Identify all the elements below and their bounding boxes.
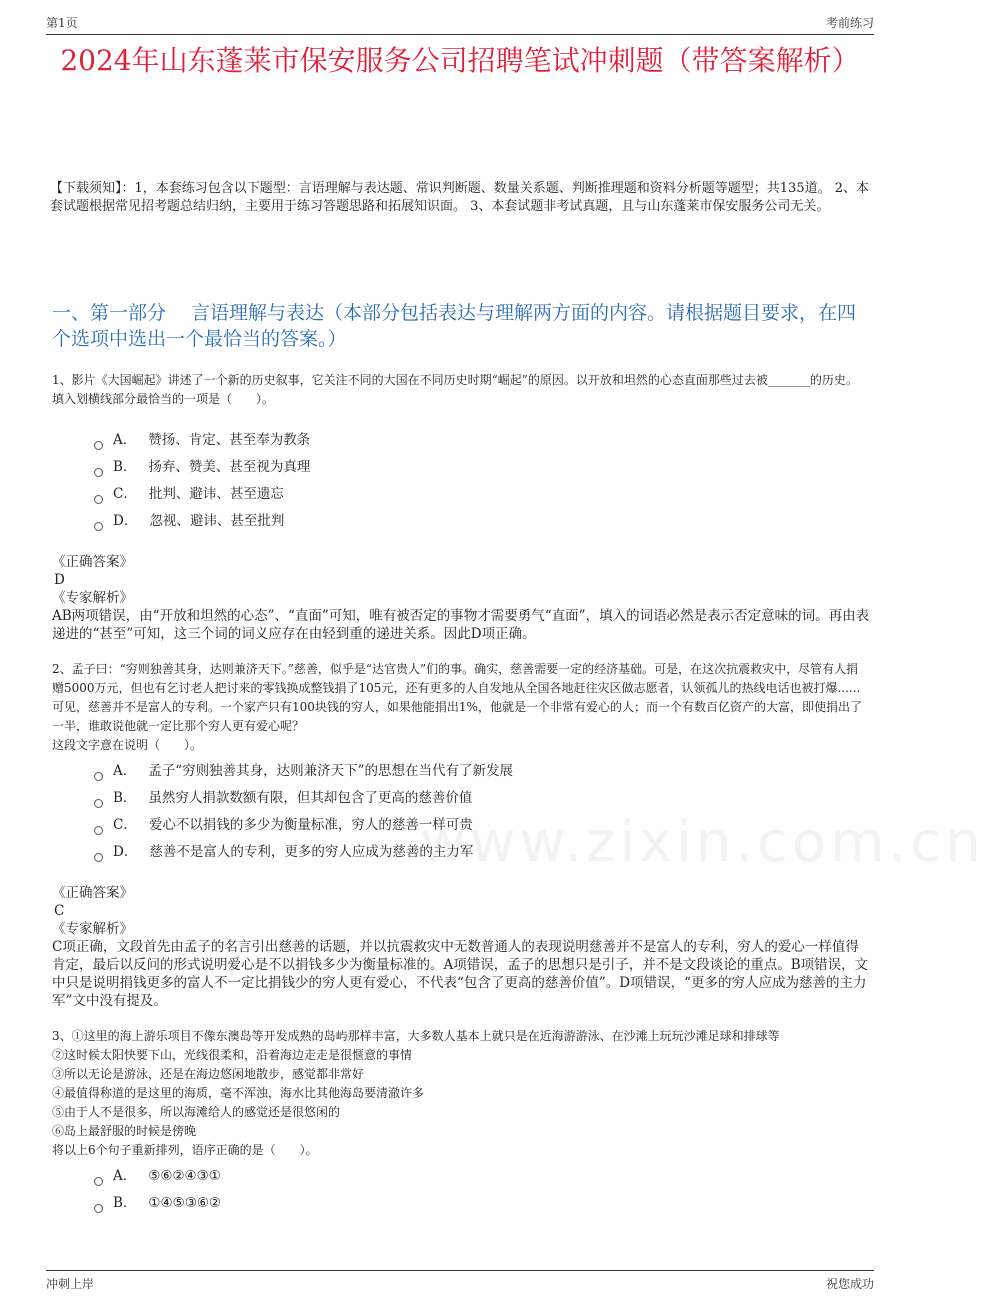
radio-icon[interactable] [94,1204,103,1213]
answer-block-2 [52,884,872,1010]
option-b[interactable]: B． 虽然穷人捐款数额有限，但其却包含了更高的慈善价值 [94,789,472,807]
radio-icon[interactable] [94,441,103,450]
option-a[interactable]: A． 赞扬、肯定、甚至奉为教条 [94,431,310,449]
radio-icon[interactable] [94,468,103,477]
answer-block-1 [52,553,872,643]
question-prompt: 这段文字意在说明（ ）。 [52,738,203,752]
page-footer [46,1270,874,1295]
download-notice: 【下载须知】：1，本套练习包含以下题型：言语理解与表达题、常识判断题、数量关系题、判断推理题和资料分析题等题型；共135道。 2、本套试题根据常见招考题总结归纳，主要用于练习答题思路和拓展知识面。 3、本套试题非考试真题，且与山东蓬莱市保安服务公司无关。 [50,181,869,214]
sentence-5: ⑤由于人不是很多，所以海滩给人的感觉还是很悠闲的 [52,1105,341,1119]
option-a[interactable]: A． 孟子“穷则独善其身，达则兼济天下”的思想在当代有了新发展 [94,762,513,780]
sentence-3: ③所以无论是游泳，还是在海边悠闲地散步，感觉都非常好 [52,1067,365,1081]
footer-right: 祝您成功 [825,1277,874,1291]
radio-icon[interactable] [94,1177,103,1186]
question-1 [52,371,868,409]
header-tag: 考前练习 [825,16,874,30]
answer-value: C [54,903,65,919]
analysis-text: AB两项错误，由“开放和坦然的心态”、“直面”可知，唯有被否定的事物才需要勇气“直面”，填入的词语必然是表示否定意味的词。再由表递进的“甚至”可知，这三个词的词义应存在由轻到重的递进关系。因此D项正确。 [52,608,870,642]
question-2 [52,660,868,755]
watermark: www.zixin.com.cn [420,810,985,875]
sentence-1: 3、①这里的海上游乐项目不像东澳岛等开发成熟的岛屿那样丰富，大多数人基本上就只是在近海游游泳、在沙滩上玩玩沙滩足球和排球等 [52,1029,780,1043]
option-c[interactable]: C． 批判、避讳、甚至遗忘 [94,485,284,503]
page-number: 第1页 [46,16,78,30]
question-prompt: 将以上6个句子重新排列，语序正确的是（ ）。 [52,1143,318,1157]
page-header [46,12,874,35]
option-b[interactable]: B． ①④⑤③⑥② [94,1194,221,1212]
analysis-label: 《专家解析》 [52,921,133,937]
option-b[interactable]: B． 扬弃、赞美、甚至视为真理 [94,458,310,476]
answer-label: 《正确答案》 [52,554,133,570]
radio-icon[interactable] [94,853,103,862]
radio-icon[interactable] [94,826,103,835]
question-stem: 2、孟子曰：“穷则独善其身，达则兼济天下。”慈善，似乎是“达官贵人”们的事。确实，慈善需要一定的经济基础。可是，在这次抗震救灾中，尽管有人捐赠5000万元，但也有乞讨老人把讨来的零钱换成整钱捐了105元，还有更多的人自发地从全国各地赶往灾区做志愿者，认领孤儿的热线电话也被打爆......可见，慈善并不是富人的专利。一个家产只有100块钱的穷人，如果他能捐出1%，他就是一个非常有爱心的人；而一个有数百亿资产的大富，即使捐出了一半，谁敢说他就一定比那个穷人更有爱心呢？ [52,662,862,733]
answer-value: D [54,572,65,588]
analysis-text: C项正确，文段首先由孟子的名言引出慈善的话题，并以抗震救灾中无数普通人的表现说明慈善并不是富人的专利，穷人的爱心一样值得肯定，最后以反问的形式说明爱心是不以捐钱多少为衡量标准的。A项错误，孟子的思想只是引子，并不是文段谈论的重点。B项错误，文中只是说明捐钱更多的富人不一定比捐钱少的穷人更有爱心，不代表“包含了更高的慈善价值”。D项错误，“更多的穷人应成为慈善的主力军”文中没有提及。 [52,939,869,1009]
question-prompt: 填入划横线部分最恰当的一项是（ ）。 [52,392,275,406]
footer-left: 冲刺上岸 [46,1277,95,1291]
option-c[interactable]: C． 爱心不以捐钱的多少为衡量标准，穷人的慈善一样可贵 [94,816,473,834]
radio-icon[interactable] [94,495,103,504]
option-d[interactable]: D． 忽视、避讳、甚至批判 [94,512,284,530]
section-title: 一、第一部分 言语理解与表达（本部分包括表达与理解两方面的内容。请根据题目要求，在四个选项中选出一个最恰当的答案。） [52,302,857,350]
radio-icon[interactable] [94,799,103,808]
sentence-4: ④最值得称道的是这里的海质，毫不浑浊，海水比其他海岛要清澈许多 [52,1086,425,1100]
radio-icon[interactable] [94,772,103,781]
option-a[interactable]: A． ⑤⑥②④③① [94,1167,221,1185]
answer-label: 《正确答案》 [52,885,133,901]
document-title: 2024年山东蓬莱市保安服务公司招聘笔试冲刺题（带答案解析） [60,44,860,77]
question-stem: 1、影片《大国崛起》讲述了一个新的历史叙事，它关注不同的大国在不同历史时期“崛起”的原因。以开放和坦然的心态直面那些过去被_______的历史。 [52,373,858,387]
sentence-6: ⑥岛上最舒服的时候是傍晚 [52,1124,197,1138]
question-3 [52,1027,868,1160]
analysis-label: 《专家解析》 [52,590,133,606]
sentence-2: ②这时候太阳快要下山，光线很柔和，沿着海边走走是很惬意的事情 [52,1048,413,1062]
radio-icon[interactable] [94,522,103,531]
option-d[interactable]: D． 慈善不是富人的专利，更多的穷人应成为慈善的主力军 [94,843,473,861]
